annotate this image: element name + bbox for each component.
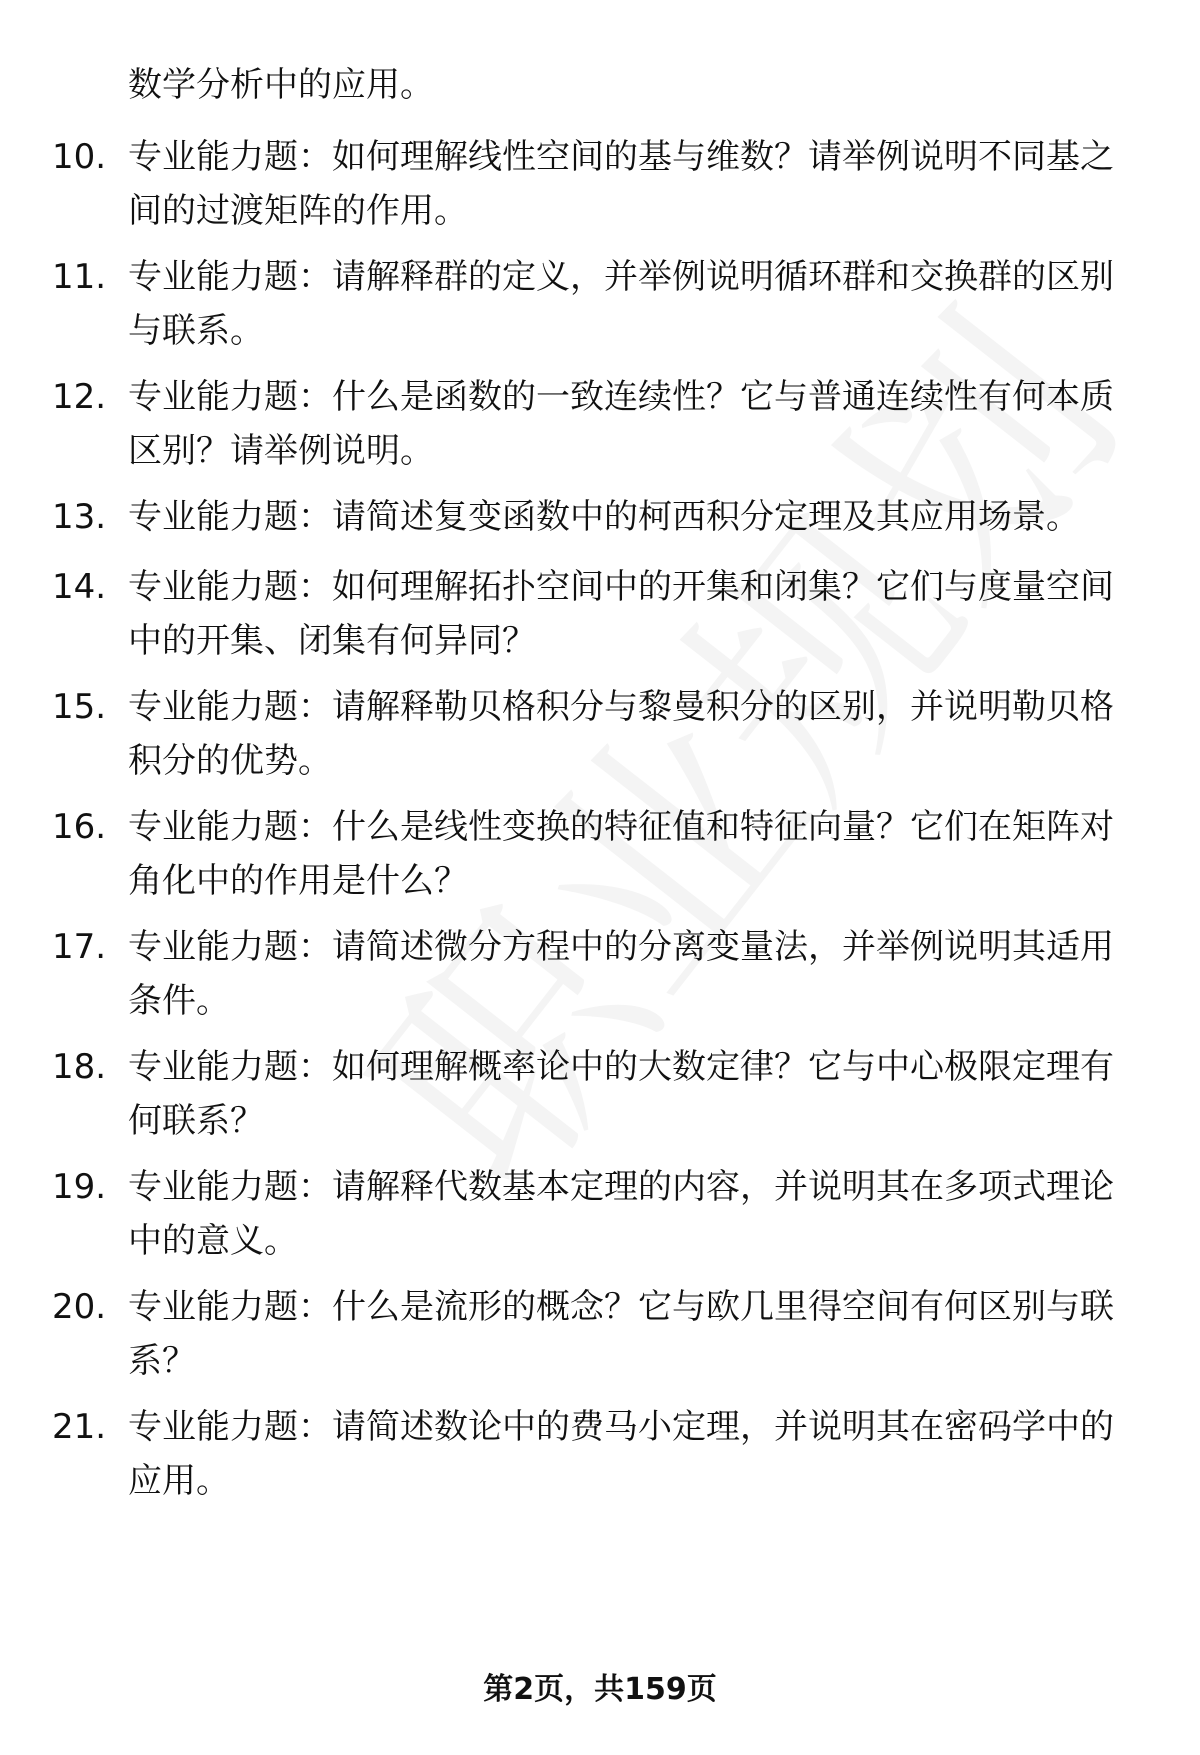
question-text: 专业能力题：如何理解拓扑空间中的开集和闭集？它们与度量空间中的开集、闭集有何异同？ [128, 567, 1114, 661]
question-number: 17. [52, 927, 107, 967]
continuation-text: 数学分析中的应用。 [128, 65, 434, 105]
question-number: 19. [52, 1167, 107, 1207]
question-number: 12. [52, 377, 107, 417]
question-text: 专业能力题：请简述微分方程中的分离变量法，并举例说明其适用条件。 [128, 927, 1114, 1021]
question-text: 专业能力题：什么是线性变换的特征值和特征向量？它们在矩阵对角化中的作用是什么？ [128, 807, 1114, 901]
question-number: 14. [52, 567, 107, 607]
question-number: 21. [52, 1407, 107, 1447]
question-text: 专业能力题：请简述数论中的费马小定理，并说明其在密码学中的应用。 [128, 1407, 1114, 1501]
question-text: 专业能力题：什么是函数的一致连续性？它与普通连续性有何本质区别？请举例说明。 [128, 377, 1114, 471]
question-text: 专业能力题：请简述复变函数中的柯西积分定理及其应用场景。 [128, 497, 1080, 537]
question-number: 10. [52, 137, 107, 177]
question-text: 专业能力题：如何理解概率论中的大数定律？它与中心极限定理有何联系？ [128, 1047, 1114, 1141]
question-number: 15. [52, 687, 107, 727]
question-text: 专业能力题：请解释勒贝格积分与黎曼积分的区别，并说明勒贝格积分的优势。 [128, 687, 1114, 781]
question-text: 专业能力题：请解释代数基本定理的内容，并说明其在多项式理论中的意义。 [128, 1167, 1114, 1261]
question-number: 11. [52, 257, 107, 297]
question-number: 20. [52, 1287, 107, 1327]
question-number: 16. [52, 807, 107, 847]
page-footer: 第2页，共159页 [483, 1672, 717, 1707]
question-text: 专业能力题：如何理解线性空间的基与维数？请举例说明不同基之间的过渡矩阵的作用。 [128, 137, 1114, 231]
question-text: 专业能力题：什么是流形的概念？它与欧几里得空间有何区别与联系？ [128, 1287, 1114, 1381]
question-number: 18. [52, 1047, 107, 1087]
question-text: 专业能力题：请解释群的定义，并举例说明循环群和交换群的区别与联系。 [128, 257, 1114, 351]
question-number: 13. [52, 497, 107, 537]
